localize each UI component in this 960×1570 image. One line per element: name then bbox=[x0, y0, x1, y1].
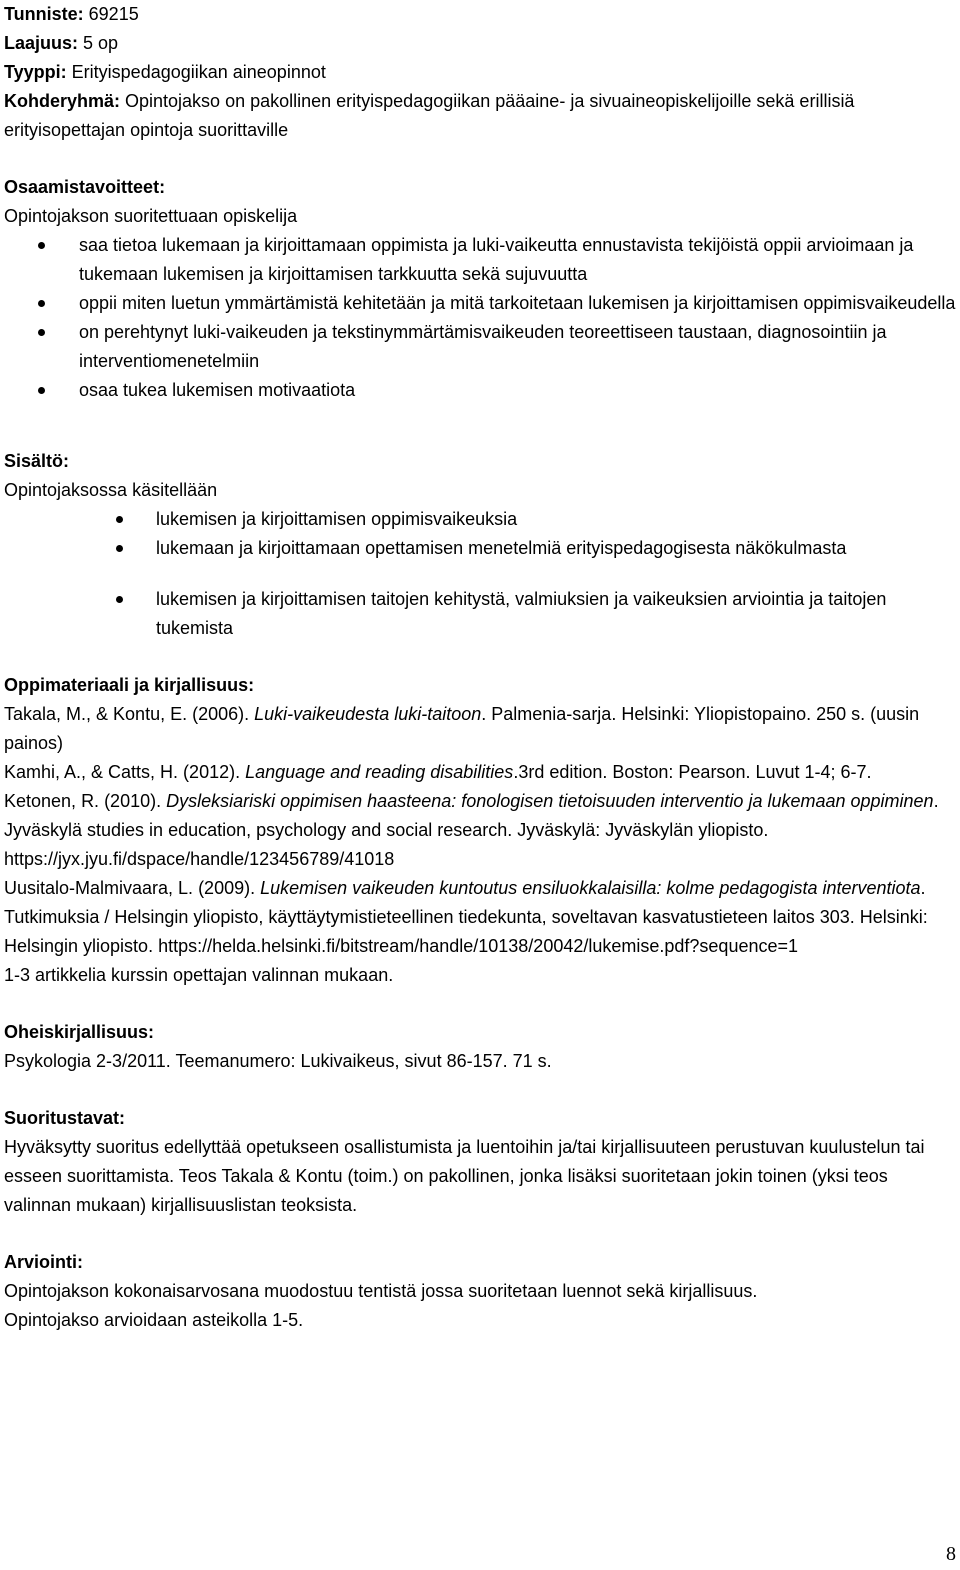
goals-list bbox=[4, 231, 956, 405]
spacer bbox=[4, 145, 956, 173]
meta-id-label: Tunniste: bbox=[4, 4, 84, 24]
reference-title: Dysleksiariski oppimisen haasteena: fonologisen tietoisuuden interventio ja lukemaan oppiminen bbox=[166, 791, 934, 811]
meta-id bbox=[4, 0, 956, 29]
reference-item bbox=[4, 874, 956, 961]
list-item: lukemaan ja kirjoittamaan opettamisen menetelmiä erityispedagogisesta näkökulmasta bbox=[44, 534, 956, 563]
reference-author: Ketonen, R. (2010). bbox=[4, 791, 167, 811]
meta-scope-label: Laajuus: bbox=[4, 33, 79, 53]
list-item: oppii miten luetun ymmärtämistä kehitetään ja mitä tarkoitetaan lukemisen ja kirjoittamisen oppimisvaikeudella bbox=[4, 289, 956, 318]
extra-text: Psykologia 2-3/2011. Teemanumero: Lukivaikeus, sivut 86-157. 71 s. bbox=[4, 1051, 552, 1071]
meta-scope bbox=[4, 29, 956, 58]
spacer bbox=[4, 990, 956, 1018]
reference-details: .3rd edition. Boston: Pearson. Luvut 1-4; 6-7. bbox=[513, 762, 872, 782]
reference-author: Takala, M., & Kontu, E. (2006). bbox=[4, 704, 255, 724]
meta-type bbox=[4, 58, 956, 87]
spacer bbox=[4, 1076, 956, 1104]
goals-heading: Osaamistavoitteet: bbox=[4, 177, 166, 197]
materials-note: 1-3 artikkelia kurssin opettajan valinnan mukaan. bbox=[4, 965, 394, 985]
reference-author: Kamhi, A., & Catts, H. (2012). bbox=[4, 762, 246, 782]
spacer bbox=[4, 1220, 956, 1248]
list-item: lukemisen ja kirjoittamisen oppimisvaikeuksia bbox=[44, 505, 956, 534]
assessment-scale: Opintojakso arvioidaan asteikolla 1-5. bbox=[4, 1310, 304, 1330]
meta-type-label: Tyyppi: bbox=[4, 62, 67, 82]
spacer bbox=[4, 405, 956, 447]
completion-text: Hyväksytty suoritus edellyttää opetukseen osallistumista ja luentoihin ja/tai kirjallisuuteen perustuvan kuulustelun tai esseen suorittamista. Teos Takala & Kontu (toim.) on pakollinen, jonka lisäksi suoritetaan jokin toinen (yksi teos valinnan mukaan) kirjallisuuslistan teoksista. bbox=[4, 1137, 925, 1215]
list-item: osaa tukea lukemisen motivaatiota bbox=[4, 376, 956, 405]
content-list bbox=[44, 505, 956, 643]
reference-author: Uusitalo-Malmivaara, L. (2009). bbox=[4, 878, 261, 898]
meta-scope-value: 5 op bbox=[78, 33, 119, 53]
reference-title: Language and reading disabilities bbox=[245, 762, 514, 782]
content-intro: Opintojaksossa käsitellään bbox=[4, 480, 218, 500]
reference-title: Lukemisen vaikeuden kuntoutus ensiluokkalaisilla: kolme pedagogista interventiota bbox=[260, 878, 921, 898]
completion-heading: Suoritustavat: bbox=[4, 1108, 126, 1128]
extra-heading: Oheiskirjallisuus: bbox=[4, 1022, 155, 1042]
reference-details: . Jyväskylä studies in education, psychology and social research. Jyväskylä: Jyväskylän yliopisto. https://jyx.jyu.fi/dspace/handle/123456789/41018 bbox=[4, 791, 939, 869]
reference-title: Luki-vaikeudesta luki-taitoon bbox=[254, 704, 482, 724]
materials-heading: Oppimateriaali ja kirjallisuus: bbox=[4, 675, 255, 695]
list-item: lukemisen ja kirjoittamisen taitojen kehitystä, valmiuksien ja vaikeuksien arviointia ja taitojen tukemista bbox=[44, 585, 956, 643]
meta-id-value: 69215 bbox=[83, 4, 139, 24]
goals-intro: Opintojakson suoritettuaan opiskelija bbox=[4, 206, 298, 226]
content-heading: Sisältö: bbox=[4, 451, 70, 471]
course-description bbox=[4, 0, 956, 1335]
reference-details: . Palmenia-sarja. Helsinki: Yliopistopaino. 250 s. (uusin painos) bbox=[4, 704, 920, 753]
meta-target-group-value: Opintojakso on pakollinen erityispedagogiikan pääaine- ja sivuaineopiskelijoille sekä erillisiä erityisopettajan opintoja suorittaville bbox=[4, 91, 855, 140]
list-item: saa tietoa lukemaan ja kirjoittamaan oppimista ja luki-vaikeutta ennustavista tekijöistä oppii arvioimaan ja tukemaan lukemisen ja kirjoittamisen tarkkuutta sekä sujuvuutta bbox=[4, 231, 956, 289]
assessment-text: Opintojakson kokonaisarvosana muodostuu tentistä jossa suoritetaan luennot sekä kirjallisuus. bbox=[4, 1281, 758, 1301]
reference-item bbox=[4, 758, 956, 787]
reference-details: . Tutkimuksia / Helsingin yliopisto, käyttäytymistieteellinen tiedekunta, soveltavan kasvatustieteen laitos 303. Helsinki: Helsingin yliopisto. https://helda.helsinki.fi/bitstream/handle/10138/20042/lukemise.pdf?sequence=1 bbox=[4, 878, 928, 956]
meta-target-group-label: Kohderyhmä: bbox=[4, 91, 121, 111]
assessment-heading: Arviointi: bbox=[4, 1252, 83, 1272]
reference-item bbox=[4, 787, 956, 874]
spacer bbox=[4, 643, 956, 671]
meta-type-value: Erityispedagogiikan aineopinnot bbox=[66, 62, 326, 82]
reference-item bbox=[4, 700, 956, 758]
meta-target-group bbox=[4, 87, 956, 145]
page-number: 8 bbox=[946, 1543, 956, 1565]
list-item: on perehtynyt luki-vaikeuden ja tekstinymmärtämisvaikeuden teoreettiseen taustaan, diagnosointiin ja interventiomenetelmiin bbox=[4, 318, 956, 376]
